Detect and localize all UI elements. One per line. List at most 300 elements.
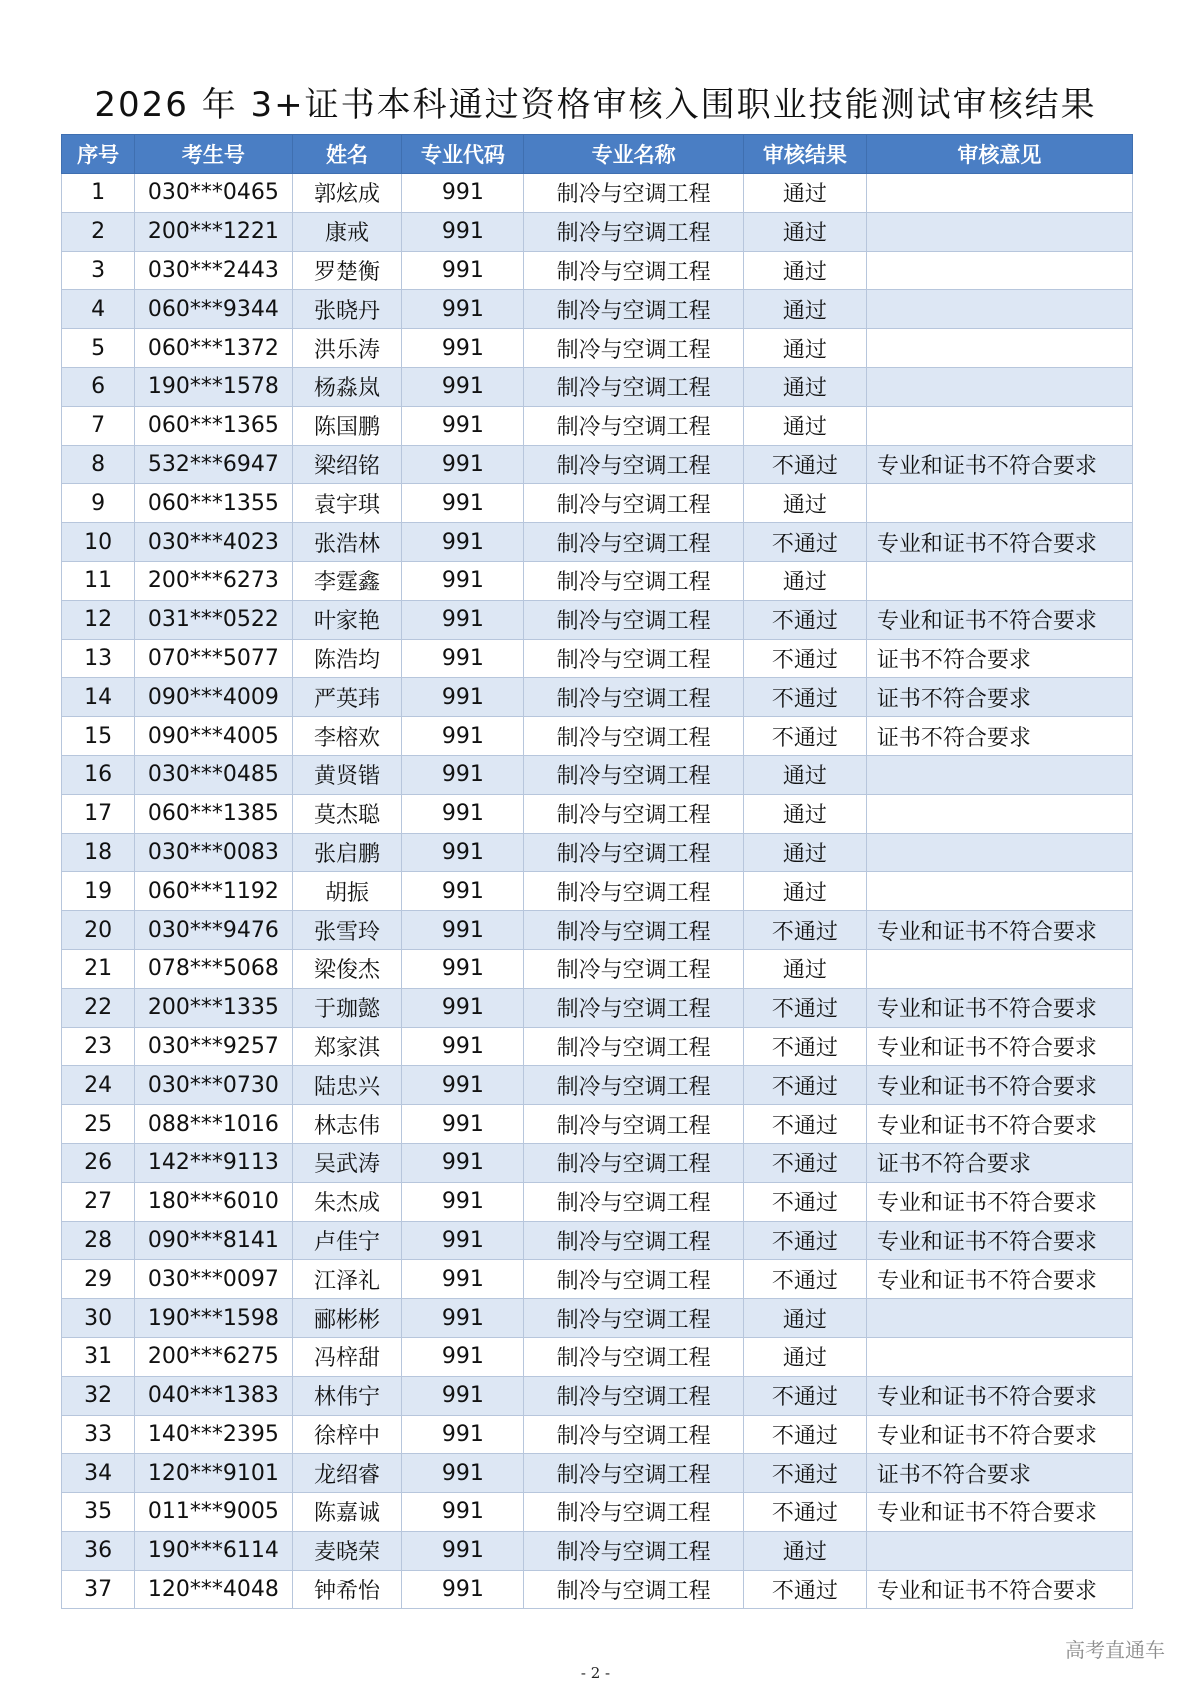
header-row	[62, 135, 1133, 174]
cell-index: 26	[62, 1143, 135, 1182]
cell-opinion: 专业和证书不符合要求	[866, 988, 1132, 1027]
cell-result: 不通过	[744, 988, 867, 1027]
cell-exam-id: 030***0730	[135, 1066, 292, 1105]
cell-major-name: 制冷与空调工程	[524, 1260, 744, 1299]
cell-major-code: 991	[402, 678, 524, 717]
cell-major-code: 991	[402, 174, 524, 213]
cell-result: 通过	[744, 251, 867, 290]
cell-name: 李榕欢	[292, 717, 402, 756]
table-row	[62, 872, 1133, 911]
cell-exam-id: 060***1372	[135, 329, 292, 368]
table-row	[62, 290, 1133, 329]
cell-result: 通过	[744, 329, 867, 368]
cell-opinion: 专业和证书不符合要求	[866, 1415, 1132, 1454]
cell-name: 郑家淇	[292, 1027, 402, 1066]
cell-opinion	[866, 212, 1132, 251]
cell-exam-id: 060***1355	[135, 484, 292, 523]
cell-index: 7	[62, 406, 135, 445]
cell-index: 12	[62, 600, 135, 639]
cell-result: 通过	[744, 561, 867, 600]
cell-result: 通过	[744, 367, 867, 406]
cell-name: 吴武涛	[292, 1143, 402, 1182]
table-row	[62, 1027, 1133, 1066]
cell-opinion: 专业和证书不符合要求	[866, 1260, 1132, 1299]
cell-result: 不通过	[744, 1027, 867, 1066]
cell-result: 不通过	[744, 1143, 867, 1182]
cell-major-code: 991	[402, 445, 524, 484]
cell-major-code: 991	[402, 1143, 524, 1182]
cell-result: 不通过	[744, 1454, 867, 1493]
col-header-major-name: 专业名称	[524, 135, 744, 174]
cell-exam-id: 030***2443	[135, 251, 292, 290]
table-row	[62, 484, 1133, 523]
cell-exam-id: 031***0522	[135, 600, 292, 639]
cell-major-name: 制冷与空调工程	[524, 1105, 744, 1144]
cell-index: 31	[62, 1337, 135, 1376]
cell-result: 通过	[744, 1531, 867, 1570]
table-row	[62, 988, 1133, 1027]
cell-index: 9	[62, 484, 135, 523]
table-row	[62, 911, 1133, 950]
cell-name: 叶家艳	[292, 600, 402, 639]
cell-major-code: 991	[402, 406, 524, 445]
page-number: - 2 -	[580, 1664, 611, 1682]
cell-major-code: 991	[402, 988, 524, 1027]
table-row	[62, 1493, 1133, 1532]
cell-result: 不通过	[744, 1105, 867, 1144]
cell-exam-id: 090***4005	[135, 717, 292, 756]
cell-index: 34	[62, 1454, 135, 1493]
cell-name: 李霆鑫	[292, 561, 402, 600]
table-row	[62, 1066, 1133, 1105]
cell-major-name: 制冷与空调工程	[524, 949, 744, 988]
cell-exam-id: 140***2395	[135, 1415, 292, 1454]
cell-major-name: 制冷与空调工程	[524, 794, 744, 833]
cell-exam-id: 030***4023	[135, 523, 292, 562]
cell-exam-id: 142***9113	[135, 1143, 292, 1182]
cell-result: 通过	[744, 406, 867, 445]
cell-index: 30	[62, 1299, 135, 1338]
cell-opinion	[866, 1531, 1132, 1570]
cell-major-code: 991	[402, 523, 524, 562]
cell-result: 通过	[744, 949, 867, 988]
cell-major-name: 制冷与空调工程	[524, 988, 744, 1027]
cell-index: 23	[62, 1027, 135, 1066]
table-row	[62, 600, 1133, 639]
cell-result: 通过	[744, 872, 867, 911]
cell-opinion: 专业和证书不符合要求	[866, 600, 1132, 639]
cell-exam-id: 120***4048	[135, 1570, 292, 1609]
cell-major-code: 991	[402, 1182, 524, 1221]
cell-opinion	[866, 833, 1132, 872]
table-row	[62, 1337, 1133, 1376]
cell-name: 冯梓甜	[292, 1337, 402, 1376]
cell-major-code: 991	[402, 367, 524, 406]
cell-major-code: 991	[402, 1260, 524, 1299]
cell-major-code: 991	[402, 1493, 524, 1532]
cell-exam-id: 090***4009	[135, 678, 292, 717]
cell-major-name: 制冷与空调工程	[524, 717, 744, 756]
cell-major-code: 991	[402, 872, 524, 911]
cell-exam-id: 030***0097	[135, 1260, 292, 1299]
cell-exam-id: 200***6275	[135, 1337, 292, 1376]
cell-opinion	[866, 949, 1132, 988]
table-row	[62, 1143, 1133, 1182]
cell-result: 通过	[744, 290, 867, 329]
cell-opinion	[866, 406, 1132, 445]
cell-result: 不通过	[744, 911, 867, 950]
cell-major-code: 991	[402, 484, 524, 523]
cell-exam-id: 090***8141	[135, 1221, 292, 1260]
table-row	[62, 717, 1133, 756]
cell-opinion: 专业和证书不符合要求	[866, 1066, 1132, 1105]
cell-name: 陈嘉诚	[292, 1493, 402, 1532]
cell-major-code: 991	[402, 329, 524, 368]
cell-opinion: 专业和证书不符合要求	[866, 1221, 1132, 1260]
cell-major-name: 制冷与空调工程	[524, 174, 744, 213]
cell-index: 3	[62, 251, 135, 290]
cell-name: 江泽礼	[292, 1260, 402, 1299]
cell-opinion	[866, 794, 1132, 833]
cell-major-name: 制冷与空调工程	[524, 1493, 744, 1532]
cell-exam-id: 030***0485	[135, 755, 292, 794]
cell-result: 通过	[744, 484, 867, 523]
table-row	[62, 367, 1133, 406]
table-row	[62, 1454, 1133, 1493]
cell-exam-id: 200***1221	[135, 212, 292, 251]
cell-opinion	[866, 367, 1132, 406]
cell-major-code: 991	[402, 717, 524, 756]
cell-name: 陆忠兴	[292, 1066, 402, 1105]
cell-major-name: 制冷与空调工程	[524, 639, 744, 678]
cell-index: 5	[62, 329, 135, 368]
cell-major-code: 991	[402, 1376, 524, 1415]
cell-major-code: 991	[402, 1105, 524, 1144]
cell-name: 康戒	[292, 212, 402, 251]
cell-name: 林志伟	[292, 1105, 402, 1144]
cell-major-code: 991	[402, 794, 524, 833]
cell-major-code: 991	[402, 1454, 524, 1493]
cell-exam-id: 200***1335	[135, 988, 292, 1027]
cell-index: 27	[62, 1182, 135, 1221]
cell-name: 卢佳宁	[292, 1221, 402, 1260]
cell-exam-id: 030***9257	[135, 1027, 292, 1066]
cell-index: 29	[62, 1260, 135, 1299]
results-table	[61, 134, 1133, 1609]
cell-exam-id: 078***5068	[135, 949, 292, 988]
cell-major-code: 991	[402, 1027, 524, 1066]
cell-name: 郦彬彬	[292, 1299, 402, 1338]
cell-index: 8	[62, 445, 135, 484]
cell-major-code: 991	[402, 561, 524, 600]
cell-major-name: 制冷与空调工程	[524, 561, 744, 600]
cell-major-code: 991	[402, 911, 524, 950]
cell-major-name: 制冷与空调工程	[524, 1337, 744, 1376]
table-row	[62, 1376, 1133, 1415]
table-row	[62, 1415, 1133, 1454]
cell-name: 黄贤锴	[292, 755, 402, 794]
table-row	[62, 561, 1133, 600]
cell-name: 莫杰聪	[292, 794, 402, 833]
cell-major-code: 991	[402, 1299, 524, 1338]
cell-exam-id: 088***1016	[135, 1105, 292, 1144]
cell-exam-id: 060***1365	[135, 406, 292, 445]
cell-opinion: 专业和证书不符合要求	[866, 1493, 1132, 1532]
cell-major-name: 制冷与空调工程	[524, 212, 744, 251]
table-row	[62, 1221, 1133, 1260]
cell-index: 14	[62, 678, 135, 717]
cell-exam-id: 030***9476	[135, 911, 292, 950]
cell-opinion: 证书不符合要求	[866, 717, 1132, 756]
cell-name: 钟希怡	[292, 1570, 402, 1609]
cell-opinion	[866, 290, 1132, 329]
cell-result: 不通过	[744, 600, 867, 639]
cell-major-name: 制冷与空调工程	[524, 1221, 744, 1260]
cell-index: 2	[62, 212, 135, 251]
cell-opinion	[866, 174, 1132, 213]
cell-result: 通过	[744, 174, 867, 213]
cell-index: 11	[62, 561, 135, 600]
cell-major-code: 991	[402, 833, 524, 872]
cell-index: 33	[62, 1415, 135, 1454]
cell-name: 林伟宁	[292, 1376, 402, 1415]
cell-major-name: 制冷与空调工程	[524, 911, 744, 950]
cell-result: 通过	[744, 1337, 867, 1376]
cell-opinion	[866, 484, 1132, 523]
cell-opinion	[866, 755, 1132, 794]
cell-major-name: 制冷与空调工程	[524, 1376, 744, 1415]
cell-opinion: 证书不符合要求	[866, 1143, 1132, 1182]
cell-exam-id: 060***1385	[135, 794, 292, 833]
table-row	[62, 949, 1133, 988]
cell-opinion	[866, 1299, 1132, 1338]
cell-exam-id: 060***1192	[135, 872, 292, 911]
cell-opinion	[866, 872, 1132, 911]
cell-opinion: 专业和证书不符合要求	[866, 1027, 1132, 1066]
cell-index: 25	[62, 1105, 135, 1144]
cell-opinion	[866, 251, 1132, 290]
cell-index: 24	[62, 1066, 135, 1105]
cell-exam-id: 030***0083	[135, 833, 292, 872]
cell-result: 不通过	[744, 678, 867, 717]
cell-name: 徐梓中	[292, 1415, 402, 1454]
cell-result: 不通过	[744, 639, 867, 678]
cell-major-name: 制冷与空调工程	[524, 1454, 744, 1493]
table-row	[62, 678, 1133, 717]
cell-name: 张启鹏	[292, 833, 402, 872]
cell-result: 不通过	[744, 523, 867, 562]
watermark-text: 高考直通车	[1065, 1638, 1165, 1662]
cell-opinion: 证书不符合要求	[866, 678, 1132, 717]
cell-opinion: 专业和证书不符合要求	[866, 1182, 1132, 1221]
table-row	[62, 445, 1133, 484]
cell-name: 严英玮	[292, 678, 402, 717]
table-row	[62, 1299, 1133, 1338]
cell-major-name: 制冷与空调工程	[524, 251, 744, 290]
cell-result: 通过	[744, 212, 867, 251]
cell-index: 21	[62, 949, 135, 988]
cell-major-code: 991	[402, 1221, 524, 1260]
cell-result: 不通过	[744, 1221, 867, 1260]
cell-result: 不通过	[744, 1182, 867, 1221]
col-header-major-code: 专业代码	[402, 135, 524, 174]
cell-opinion: 证书不符合要求	[866, 1454, 1132, 1493]
col-header-result: 审核结果	[744, 135, 867, 174]
cell-index: 35	[62, 1493, 135, 1532]
cell-index: 13	[62, 639, 135, 678]
page-title: 2026 年 3+证书本科通过资格审核入围职业技能测试审核结果	[94, 85, 1097, 125]
table-row	[62, 174, 1133, 213]
cell-opinion: 专业和证书不符合要求	[866, 1376, 1132, 1415]
cell-result: 不通过	[744, 445, 867, 484]
cell-name: 洪乐涛	[292, 329, 402, 368]
cell-exam-id: 030***0465	[135, 174, 292, 213]
cell-name: 龙绍睿	[292, 1454, 402, 1493]
table-row	[62, 1531, 1133, 1570]
cell-result: 不通过	[744, 1376, 867, 1415]
cell-index: 1	[62, 174, 135, 213]
cell-name: 张浩林	[292, 523, 402, 562]
table-row	[62, 755, 1133, 794]
cell-name: 张雪玲	[292, 911, 402, 950]
cell-result: 通过	[744, 1299, 867, 1338]
col-header-opinion: 审核意见	[866, 135, 1132, 174]
cell-name: 胡振	[292, 872, 402, 911]
table-row	[62, 212, 1133, 251]
cell-major-code: 991	[402, 600, 524, 639]
cell-exam-id: 190***6114	[135, 1531, 292, 1570]
cell-index: 17	[62, 794, 135, 833]
cell-major-name: 制冷与空调工程	[524, 1299, 744, 1338]
cell-major-code: 991	[402, 1337, 524, 1376]
cell-major-name: 制冷与空调工程	[524, 445, 744, 484]
cell-major-name: 制冷与空调工程	[524, 833, 744, 872]
cell-name: 于珈懿	[292, 988, 402, 1027]
cell-name: 朱杰成	[292, 1182, 402, 1221]
cell-result: 不通过	[744, 1066, 867, 1105]
cell-name: 罗楚衡	[292, 251, 402, 290]
cell-index: 28	[62, 1221, 135, 1260]
cell-opinion	[866, 561, 1132, 600]
table-row	[62, 794, 1133, 833]
cell-name: 梁俊杰	[292, 949, 402, 988]
cell-major-code: 991	[402, 1066, 524, 1105]
cell-major-name: 制冷与空调工程	[524, 600, 744, 639]
cell-opinion: 专业和证书不符合要求	[866, 911, 1132, 950]
cell-major-code: 991	[402, 949, 524, 988]
cell-opinion: 专业和证书不符合要求	[866, 1570, 1132, 1609]
cell-result: 不通过	[744, 1570, 867, 1609]
cell-name: 麦晓荣	[292, 1531, 402, 1570]
cell-name: 袁宇琪	[292, 484, 402, 523]
cell-exam-id: 060***9344	[135, 290, 292, 329]
cell-exam-id: 532***6947	[135, 445, 292, 484]
cell-result: 不通过	[744, 717, 867, 756]
cell-major-name: 制冷与空调工程	[524, 1143, 744, 1182]
cell-exam-id: 040***1383	[135, 1376, 292, 1415]
cell-major-code: 991	[402, 639, 524, 678]
cell-exam-id: 070***5077	[135, 639, 292, 678]
table-row	[62, 406, 1133, 445]
table-row	[62, 329, 1133, 368]
col-header-exam-id: 考生号	[135, 135, 292, 174]
cell-major-code: 991	[402, 1415, 524, 1454]
cell-result: 不通过	[744, 1415, 867, 1454]
cell-exam-id: 011***9005	[135, 1493, 292, 1532]
table-row	[62, 1105, 1133, 1144]
cell-major-name: 制冷与空调工程	[524, 290, 744, 329]
cell-major-name: 制冷与空调工程	[524, 1182, 744, 1221]
cell-major-code: 991	[402, 755, 524, 794]
cell-result: 不通过	[744, 1493, 867, 1532]
cell-opinion: 专业和证书不符合要求	[866, 523, 1132, 562]
cell-major-name: 制冷与空调工程	[524, 406, 744, 445]
cell-name: 郭炫成	[292, 174, 402, 213]
cell-major-name: 制冷与空调工程	[524, 1531, 744, 1570]
cell-index: 36	[62, 1531, 135, 1570]
cell-major-code: 991	[402, 1531, 524, 1570]
cell-index: 15	[62, 717, 135, 756]
table-body	[62, 174, 1133, 1609]
cell-opinion: 证书不符合要求	[866, 639, 1132, 678]
cell-index: 16	[62, 755, 135, 794]
col-header-name: 姓名	[292, 135, 402, 174]
cell-exam-id: 200***6273	[135, 561, 292, 600]
table-row	[62, 523, 1133, 562]
cell-major-code: 991	[402, 290, 524, 329]
col-header-index: 序号	[62, 135, 135, 174]
cell-major-name: 制冷与空调工程	[524, 523, 744, 562]
cell-index: 22	[62, 988, 135, 1027]
cell-major-name: 制冷与空调工程	[524, 329, 744, 368]
cell-result: 不通过	[744, 1260, 867, 1299]
cell-major-name: 制冷与空调工程	[524, 678, 744, 717]
cell-index: 6	[62, 367, 135, 406]
table-row	[62, 833, 1133, 872]
table-row	[62, 251, 1133, 290]
table-row	[62, 1182, 1133, 1221]
cell-exam-id: 190***1578	[135, 367, 292, 406]
cell-exam-id: 190***1598	[135, 1299, 292, 1338]
cell-name: 陈国鹏	[292, 406, 402, 445]
cell-index: 4	[62, 290, 135, 329]
cell-major-name: 制冷与空调工程	[524, 1027, 744, 1066]
cell-exam-id: 180***6010	[135, 1182, 292, 1221]
cell-index: 18	[62, 833, 135, 872]
table-row	[62, 1260, 1133, 1299]
cell-index: 32	[62, 1376, 135, 1415]
cell-index: 20	[62, 911, 135, 950]
cell-name: 杨淼岚	[292, 367, 402, 406]
table-row	[62, 639, 1133, 678]
cell-major-name: 制冷与空调工程	[524, 1570, 744, 1609]
cell-index: 10	[62, 523, 135, 562]
cell-result: 通过	[744, 755, 867, 794]
cell-major-name: 制冷与空调工程	[524, 872, 744, 911]
cell-major-code: 991	[402, 212, 524, 251]
cell-major-code: 991	[402, 251, 524, 290]
cell-major-name: 制冷与空调工程	[524, 1415, 744, 1454]
cell-name: 陈浩均	[292, 639, 402, 678]
cell-result: 通过	[744, 833, 867, 872]
cell-major-code: 991	[402, 1570, 524, 1609]
cell-major-name: 制冷与空调工程	[524, 755, 744, 794]
cell-opinion	[866, 329, 1132, 368]
cell-major-name: 制冷与空调工程	[524, 484, 744, 523]
cell-name: 梁绍铭	[292, 445, 402, 484]
cell-major-name: 制冷与空调工程	[524, 367, 744, 406]
cell-major-name: 制冷与空调工程	[524, 1066, 744, 1105]
